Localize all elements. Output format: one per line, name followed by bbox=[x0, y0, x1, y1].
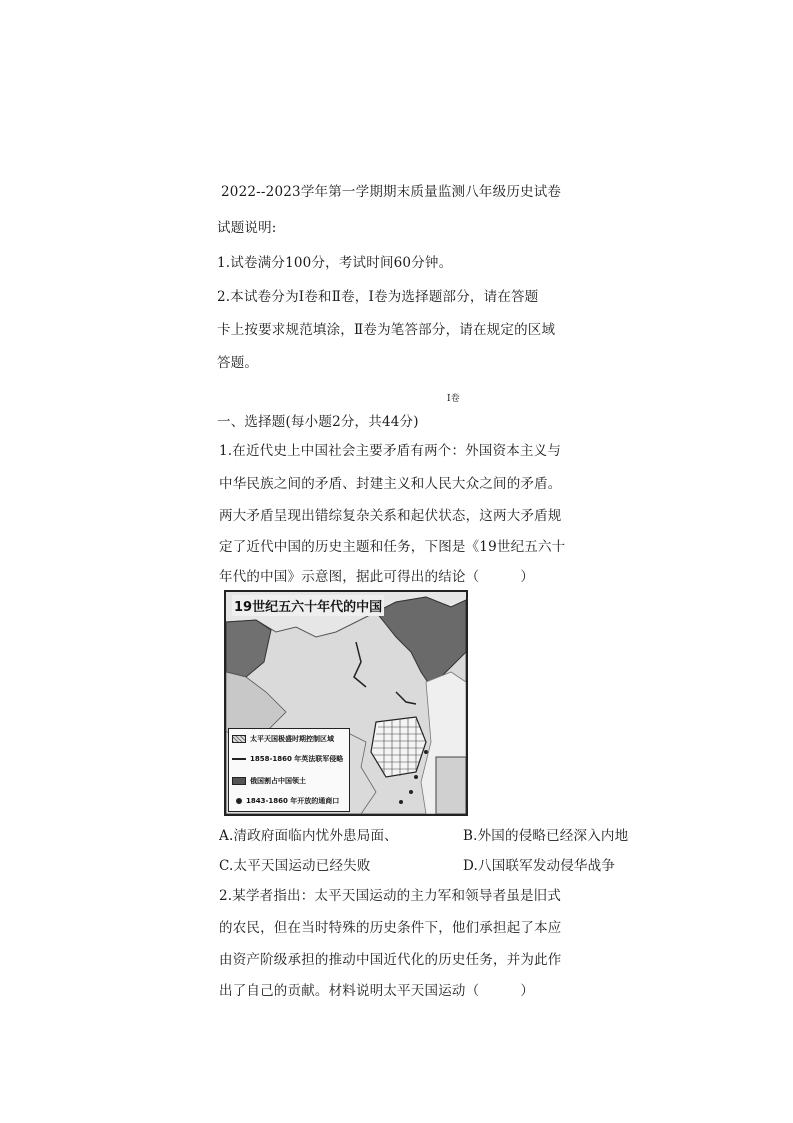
q1-option-d[interactable]: D.八国联军发动侵华战争 bbox=[463, 858, 616, 874]
q1-option-b[interactable]: B.外国的侵略已经深入内地 bbox=[463, 828, 629, 844]
q2-line3: 由资产阶级承担的推动中国近代化的历史任务，并为此作 bbox=[219, 952, 562, 968]
instruction-2-line3: 答题。 bbox=[217, 355, 259, 371]
q1-option-a[interactable]: A.清政府面临内忧外患局面、 bbox=[219, 828, 398, 844]
q1-line5: 年代的中国》示意图，据此可得出的结论（ ） bbox=[219, 569, 535, 585]
dot-icon bbox=[236, 798, 242, 804]
legend-item bbox=[232, 775, 306, 787]
instruction-2-line1: 2.本试卷分为Ⅰ卷和Ⅱ卷，Ⅰ卷为选择题部分，请在答题 bbox=[217, 289, 539, 305]
instruction-1: 1.试卷满分100分，考试时间60分钟。 bbox=[217, 255, 453, 271]
map-title: 19世纪五六十年代的中国 bbox=[232, 595, 384, 616]
volume-label: Ⅰ卷 bbox=[447, 394, 460, 404]
q1-option-c[interactable]: C.太平天国运动已经失败 bbox=[219, 858, 371, 874]
q1-line3: 两大矛盾呈现出错综复杂关系和起伏状态，这两大矛盾规 bbox=[219, 508, 562, 524]
legend-label: 1843-1860 年开放的通商口 bbox=[246, 797, 340, 805]
q1-line4: 定了近代中国的历史主题和任务，下图是《19世纪五六十 bbox=[219, 539, 566, 555]
dark-area-icon bbox=[232, 777, 246, 785]
legend-item bbox=[232, 733, 334, 745]
legend-label: 太平天国极盛时期控制区域 bbox=[250, 735, 334, 743]
q2-line4: 出了自己的贡献。材料说明太平天国运动（ ） bbox=[219, 983, 535, 999]
instructions-heading: 试题说明: bbox=[217, 220, 277, 236]
historical-map bbox=[224, 590, 468, 816]
map-legend bbox=[228, 728, 350, 812]
legend-label: 1858-1860 年英法联军侵略 bbox=[250, 755, 344, 763]
q2-line2: 的农民，但在当时特殊的历史条件下，他们承担起了本应 bbox=[219, 920, 562, 936]
q1-line2: 中华民族之间的矛盾、封建主义和人民大众之间的矛盾。 bbox=[219, 476, 562, 492]
legend-label: 俄国割占中国领土 bbox=[250, 777, 306, 785]
section-heading: 一、选择题(每小题2分，共44分) bbox=[217, 414, 419, 430]
area-icon bbox=[232, 735, 246, 743]
legend-item bbox=[232, 753, 343, 765]
exam-title: 2022--2023学年第一学期期末质量监测八年级历史试卷 bbox=[221, 184, 562, 200]
legend-item bbox=[232, 795, 339, 807]
instruction-2-line2: 卡上按要求规范填涂，Ⅱ卷为笔答部分，请在规定的区域 bbox=[217, 322, 556, 338]
line-icon bbox=[232, 758, 246, 760]
q1-line1: 1.在近代史上中国社会主要矛盾有两个：外国资本主义与 bbox=[219, 443, 562, 459]
q2-line1: 2.某学者指出：太平天国运动的主力军和领导者虽是旧式 bbox=[219, 888, 562, 904]
